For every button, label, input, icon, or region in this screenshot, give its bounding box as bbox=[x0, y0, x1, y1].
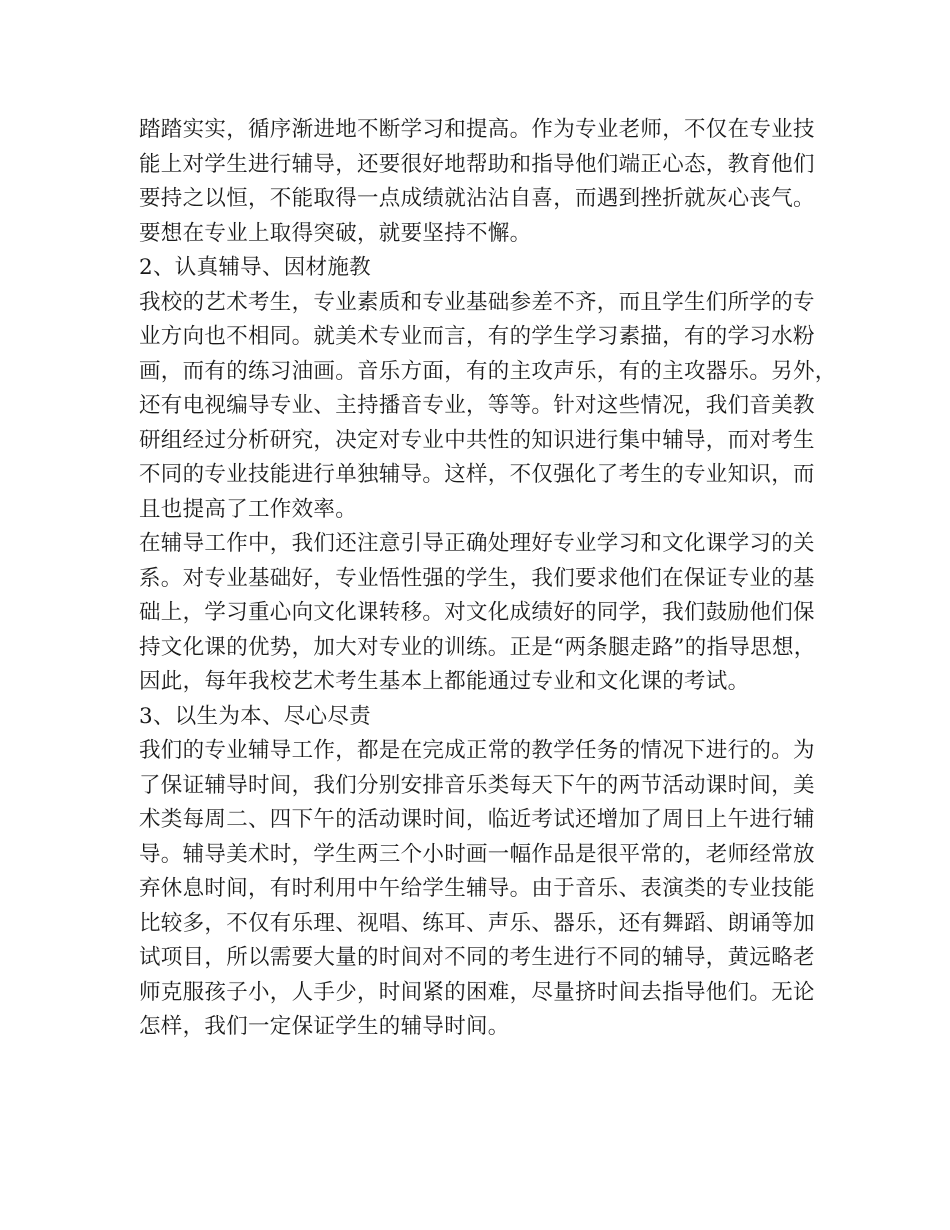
text-line: 3、以生为本、尽心尽责 bbox=[139, 703, 371, 729]
text-line: 踏踏实实，循序渐进地不断学习和提高。作为专业老师，不仅在专业技 bbox=[139, 117, 815, 142]
text-line: 还有电视编导专业、主持播音专业，等等。针对这些情况，我们音美教 bbox=[139, 393, 815, 418]
text-line: 且也提高了工作效率。 bbox=[139, 496, 358, 522]
text-line: 我们的专业辅导工作，都是在完成正常的教学任务的情况下进行的。为 bbox=[139, 738, 815, 763]
text-line: 础上，学习重心向文化课转移。对文化成绩好的同学，我们鼓励他们保 bbox=[139, 600, 815, 625]
text-line: 要持之以恒，不能取得一点成绩就沾沾自喜，而遇到挫折就灰心丧气。 bbox=[139, 186, 815, 211]
text-line: 怎样，我们一定保证学生的辅导时间。 bbox=[139, 1014, 510, 1039]
text-line: 要想在专业上取得突破，就要坚持不懈。 bbox=[139, 220, 532, 246]
paragraph bbox=[139, 113, 819, 251]
document-body bbox=[139, 113, 837, 1045]
text-line: 因此，每年我校艺术考生基本上都能通过专业和文化课的考试。 bbox=[139, 669, 750, 694]
section-heading bbox=[139, 700, 819, 735]
text-line: 持文化课的优势，加大对专业的训练。正是“两条腿走路”的指导思想， bbox=[139, 634, 816, 660]
text-line: 在辅导工作中，我们还注意引导正确处理好专业学习和文化课学习的关 bbox=[139, 531, 815, 556]
text-line: 试项目，所以需要大量的时间对不同的考生进行不同的辅导，黄远略老 bbox=[139, 945, 815, 970]
text-line: 我校的艺术考生，专业素质和专业基础参差不齐，而且学生们所学的专 bbox=[139, 289, 815, 315]
paragraph bbox=[139, 734, 819, 1045]
text-line: 不同的专业技能进行单独辅导。这样，不仅强化了考生的专业知识，而 bbox=[139, 462, 815, 487]
section-heading bbox=[139, 251, 819, 286]
paragraph bbox=[139, 527, 819, 700]
text-line: 导。辅导美术时，学生两三个小时画一幅作品是很平常的，老师经常放 bbox=[139, 841, 815, 867]
text-line: 研组经过分析研究，决定对专业中共性的知识进行集中辅导，而对考生 bbox=[139, 427, 815, 453]
text-line: 画，而有的练习油画。音乐方面，有的主攻声乐，有的主攻器乐。另外， bbox=[139, 358, 837, 384]
text-line: 业方向也不相同。就美术专业而言，有的学生学习素描，有的学习水粉 bbox=[139, 324, 815, 349]
paragraph bbox=[139, 286, 837, 528]
text-line: 系。对专业基础好，专业悟性强的学生，我们要求他们在保证专业的基 bbox=[139, 565, 815, 591]
text-line: 弃休息时间，有时利用中午给学生辅导。由于音乐、表演类的专业技能 bbox=[139, 876, 815, 901]
text-line: 术类每周二、四下午的活动课时间，临近考试还增加了周日上午进行辅 bbox=[139, 807, 815, 832]
text-line: 2、认真辅导、因材施教 bbox=[139, 255, 371, 280]
text-line: 能上对学生进行辅导，还要很好地帮助和指导他们端正心态，教育他们 bbox=[139, 151, 815, 177]
text-line: 比较多，不仅有乐理、视唱、练耳、声乐、器乐，还有舞蹈、朗诵等加 bbox=[139, 910, 815, 936]
text-line: 了保证辅导时间，我们分别安排音乐类每天下午的两节活动课时间，美 bbox=[139, 772, 815, 798]
text-line: 师克服孩子小，人手少，时间紧的困难，尽量挤时间去指导他们。无论 bbox=[139, 979, 815, 1005]
